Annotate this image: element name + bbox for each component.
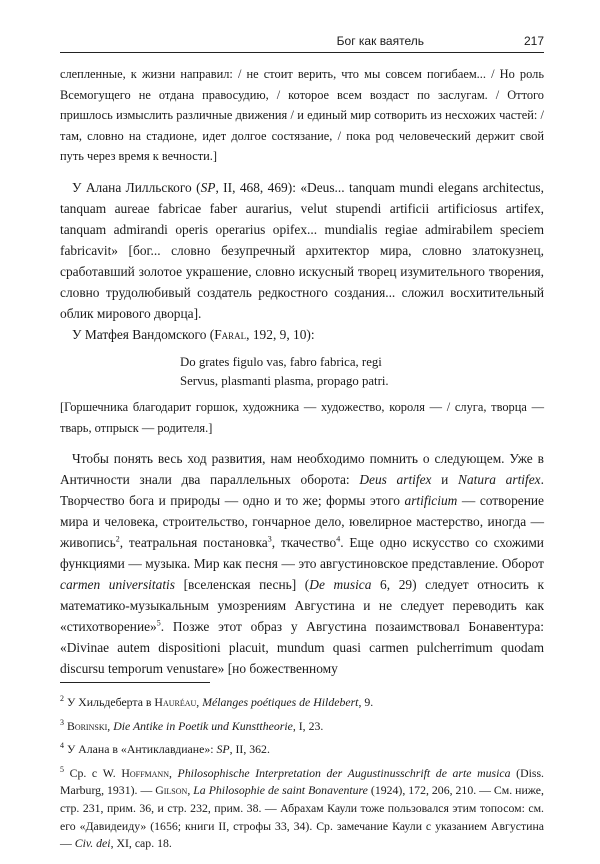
latin-verse	[180, 353, 544, 391]
translation-continuation: слепленные, к жизни направил: / не стоит верить, что мы совсем погибаем... / Но роль Всемогущего не отдана правосудию, / которое всем воздаст по заслугам. / Оттого пришлось измыслить различные движения / и единый мир сотворить из несхожих частей: / там, словно на стадионе, идет долгое состязание, / пока род человеческий держит свой путь через время к вечности.]	[60, 67, 544, 164]
alan-quote-paragraph: У Алана Лилльского (SP, II, 468, 469): «Deus... tanquam mundi elegans architectus, tanquam aureae fabricae faber aurarius, velut stupendi artificii artificiosus artifex, tanquam admirandi operis operarius opifex... mundialis regiae admirabilem speciem fabricavit» [бог... словно безупречный архитектор мира, словно златокузнец, сработавший золотое украшение, словно искусный творец изумительного творения, словно трудолюбивый создатель редкостного создания... сложил восхитительный облик мирового дворца].	[60, 179, 544, 321]
footnote-ref: 2	[115, 534, 120, 544]
page-number: 217	[523, 34, 544, 48]
footnotes	[60, 694, 544, 859]
running-header	[60, 30, 544, 53]
footnote-5: $^5$ Ср. с W. Hoffmann, Philosophische Interpretation der Augustinusschrift de arte musica (Diss. Marburg, 1931). — Gilson, La Philosophie de saint Bonaventure (1924), 172, 206, 210. — См. ниже, стр. 231, прим. 36, и стр. 232, прим. 38. — Абрахам Каули тоже пользовался этим топосом: см. его «Давидеиду» (1656; книги II, строфы 33, 34). Ср. замечание Каули с указанием Августина — Civ. dei, XI, cap. 18.	[60, 764, 544, 851]
footnote-4: $^4$ У Алана в «Антиклавдиане»: SP, II, 362.	[60, 741, 270, 757]
main-text	[60, 64, 544, 679]
matthew-intro: У Матфея Вандомского (Faral, 192, 9, 10):	[72, 326, 315, 342]
running-title: Бог как ваятель	[336, 34, 424, 48]
footnote-ref: 4	[336, 534, 341, 544]
verse-line: Do grates figulo vas, fabro fabrica, regi	[180, 354, 382, 369]
footnote-ref: 3	[267, 534, 272, 544]
footnote-divider	[60, 682, 210, 683]
footnote-ref: 5	[156, 618, 161, 628]
main-paragraph: Чтобы понять весь ход развития, нам необходимо помнить о следующем. Уже в Античности знали два параллельных оборота: Deus artifex и Natura artifex. Творчество бога и природы — одно и то же; формы этого artificium — сотворение мира и человека, строительство, гончарное дело, ювелирное мастерство, иногда — живопись$^2$, театральная постановка$^3$, ткачество$^4$. Еще одно искусство со схожими функциями — музыка. Мир как песня — это августиновское представление. Оборот carmen universitatis [вселенская песнь] (De musica 6, 29) следует относить к математико-музыкальным умозрениям Августина и не следует переводить как «стихотворение»$^5$. Позже этот образ у Августина позаимствовал Бонавентура: «Divinae autem dispositioni placuit, mundum quasi carmen pulcherrimum quodam discursu temporum venustare» [но божественному	[60, 451, 545, 677]
source-abbrev: SP	[200, 179, 216, 195]
verse-translation: [Горшечника благодарит горшок, художника — художество, короля — / слуга, творца — тварь, отпрыск — родителя.]	[60, 399, 544, 435]
verse-line: Servus, plasmanti plasma, propago patri.	[180, 373, 389, 388]
author-name: Faral	[214, 326, 247, 342]
footnote-3: $^3$ Borinski, Die Antike in Poetik und Kunsttheorie, I, 23.	[60, 717, 324, 733]
footnote-2: $^2$ У Хильдеберта в Hauréau, Mélanges poétiques de Hildebert, 9.	[60, 694, 374, 709]
